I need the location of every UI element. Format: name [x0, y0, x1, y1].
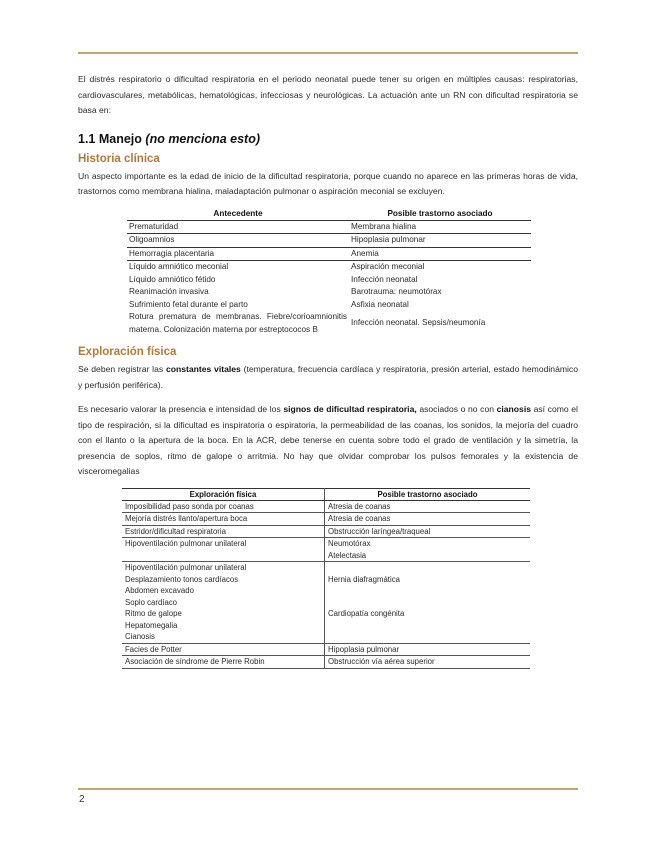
table1-cell: Membrana hialina	[349, 220, 531, 234]
exploracion-paragraph-1	[78, 362, 578, 393]
footer-rule	[78, 788, 578, 790]
page-content	[78, 72, 578, 669]
table2-cell	[122, 562, 325, 644]
historia-paragraph: Un aspecto importante es la edad de inicio de la dificultad respiratoria, porque cuando no aparece en las primeras horas de vida, trastornos como membrana hialina, maladaptación pulmonar o aspiración meconial se excluyen.	[78, 170, 578, 196]
table2-cell-line: Abdomen excavado	[125, 586, 194, 595]
table-row	[122, 500, 530, 513]
table1-cell: Líquido amniótico fétido	[129, 274, 216, 284]
table2-cell-line: Cardiopatía congénita	[328, 609, 405, 618]
antecedentes-table	[127, 208, 531, 337]
table-row	[127, 274, 531, 287]
table1-cell: Barotrauma: neumotórax	[351, 287, 442, 296]
table2-cell-line: Cianosis	[125, 632, 155, 641]
text-run: Se deben registrar las	[78, 364, 166, 374]
table-row	[122, 643, 530, 656]
table2-cell	[122, 656, 325, 669]
exploracion-table	[122, 488, 530, 669]
table-row	[122, 513, 530, 526]
table1-header-trastorno: Posible trastorno asociado	[349, 208, 531, 221]
text-bold: signos de dificultad respiratoria,	[283, 404, 417, 414]
table2-cell-line: Soplo cardíaco	[125, 597, 178, 607]
table-row	[127, 247, 531, 261]
table2-cell-line	[328, 597, 527, 609]
text-run: Es necesario valorar la presencia e intensidad de los	[78, 404, 284, 414]
table2-cell-line: Hepatomegalia	[125, 620, 178, 630]
page-number: 2	[79, 794, 85, 805]
table2-cell	[122, 643, 325, 656]
table2-cell-line: Estridor/dificultad respiratoria	[125, 526, 226, 536]
table-row	[122, 525, 530, 538]
exploracion-heading: Exploración física	[78, 346, 177, 358]
text-run: asociados o no con	[416, 404, 497, 414]
table-row	[122, 538, 530, 562]
table-row	[122, 656, 530, 669]
table2-cell	[325, 525, 531, 538]
exploracion-paragraph-2	[78, 402, 578, 480]
table-row	[127, 234, 531, 248]
table2-cell-line	[328, 562, 527, 574]
table2-cell	[122, 525, 325, 538]
table2-cell-line: Hipoventilación pulmonar unilateral	[125, 563, 247, 572]
table2-cell	[325, 643, 531, 656]
table2-cell-line: Facies de Potter	[125, 644, 182, 654]
table2-cell-line: Atelectasia	[328, 550, 367, 560]
table2-cell-line: Hipoplasia pulmonar	[328, 644, 400, 654]
table1-cell: Oligoamnios	[127, 234, 349, 248]
table2-cell-line	[328, 585, 527, 597]
table2-cell-line: Hernia diafragmática	[328, 574, 400, 584]
table-row	[127, 286, 531, 299]
table2-cell	[122, 538, 325, 562]
table2-cell-line: Mejoría distrés llanto/apertura boca	[125, 514, 248, 523]
table2-body	[122, 500, 530, 668]
table1-cell: Reanimación invasiva	[129, 287, 209, 296]
table2-cell	[325, 500, 531, 513]
table2-cell-line: Atresia de coanas	[328, 514, 391, 523]
table2-header-trastorno: Posible trastorno asociado	[325, 488, 531, 500]
text-bold: cianosis	[496, 404, 532, 414]
table2-cell-line	[328, 631, 527, 643]
text-bold: constantes vitales	[165, 364, 241, 374]
section-note: (no menciona esto)	[145, 131, 260, 146]
table2-cell-line	[125, 550, 321, 562]
table1-cell: Infección neonatal	[351, 274, 418, 284]
table2-cell-line: Asociación de síndrome de Pierre Robin	[125, 657, 265, 666]
table2-header-exploracion: Exploración física	[122, 488, 325, 500]
table1-cell: Sufrimiento fetal durante el parto	[129, 299, 248, 309]
table-row	[122, 562, 530, 644]
table1-cell: Anemia	[349, 247, 531, 261]
table1-cell: Asfixia neonatal	[351, 299, 409, 309]
table2-cell	[325, 538, 531, 562]
table2-cell-line: Obstrucción laríngea/traqueal	[328, 526, 431, 536]
header-rule	[78, 52, 578, 54]
table2-cell-line: Ritmo de galope	[125, 609, 182, 618]
text-run: así como el tipo de respiración, si la dificultad es inspiratoria o espiratoria, la permeabilidad de las coanas, los sonidos, la mejoría del cuadro con el llanto o la apertura de la boca. En la ACR, debe tenerse en cuenta sobre todo el grado de ventilación y la simetría, la presencia de soplos, ritmo de galope o arritmia. No hay que olvidar comprobar los pulsos femorales y la existencia de visceromegalias	[78, 404, 578, 476]
table2-cell	[325, 562, 531, 644]
table2-cell-line: Desplazamiento tonos cardíacos	[125, 574, 239, 584]
table1-cell: Infección neonatal. Sepsis/neumonía	[351, 318, 486, 328]
table1-cell: Aspiración meconial	[351, 262, 425, 271]
table2-cell	[325, 513, 531, 526]
table2-cell-line: Hipoventilación pulmonar unilateral	[125, 539, 247, 548]
section-title	[78, 131, 578, 147]
intro-paragraph: El distrés respiratorio o dificultad respiratoria en el periodo neonatal puede tener su origen en múltiples causas: respiratorias, cardiovasculares, metabólicas, hematológicas, infecciosas y neurológicas. La actuación ante un RN con dificultad respiratoria se basa en:	[78, 74, 578, 115]
table-row	[127, 299, 531, 312]
table-row	[127, 311, 531, 336]
table-row	[127, 220, 531, 234]
table1-cell: Líquido amniótico meconial	[129, 262, 229, 271]
table2-cell-line: Imposibilidad paso sonda por coanas	[125, 501, 254, 511]
table2-cell	[325, 656, 531, 669]
table2-cell-line: Neumotórax	[328, 539, 371, 548]
table2-cell-line	[328, 620, 527, 632]
table1-cell: Hipoplasia pulmonar	[349, 234, 531, 248]
table-row	[127, 261, 531, 274]
table2-cell	[122, 500, 325, 513]
table1-cell: Prematuridad	[127, 220, 349, 234]
table2-cell	[122, 513, 325, 526]
table1-cell: Hemorragia placentaria	[127, 247, 349, 261]
table2-cell-line: Atresia de coanas	[328, 501, 391, 511]
text-run: (temperatura, frecuencia cardíaca y respiratoria, presión arterial, estado hemodinámico y perfusión periférica).	[78, 364, 579, 390]
section-title-text: 1.1 Manejo	[78, 131, 142, 146]
table1-cell: Rotura prematura de membranas. Fiebre/corioamnionitis materna. Colonización materna por estreptococos B	[129, 312, 347, 334]
table2-cell-line: Obstrucción vía aérea superior	[328, 657, 435, 666]
historia-heading: Historia clínica	[78, 152, 160, 165]
table1-header-antecedente: Antecedente	[127, 208, 349, 221]
